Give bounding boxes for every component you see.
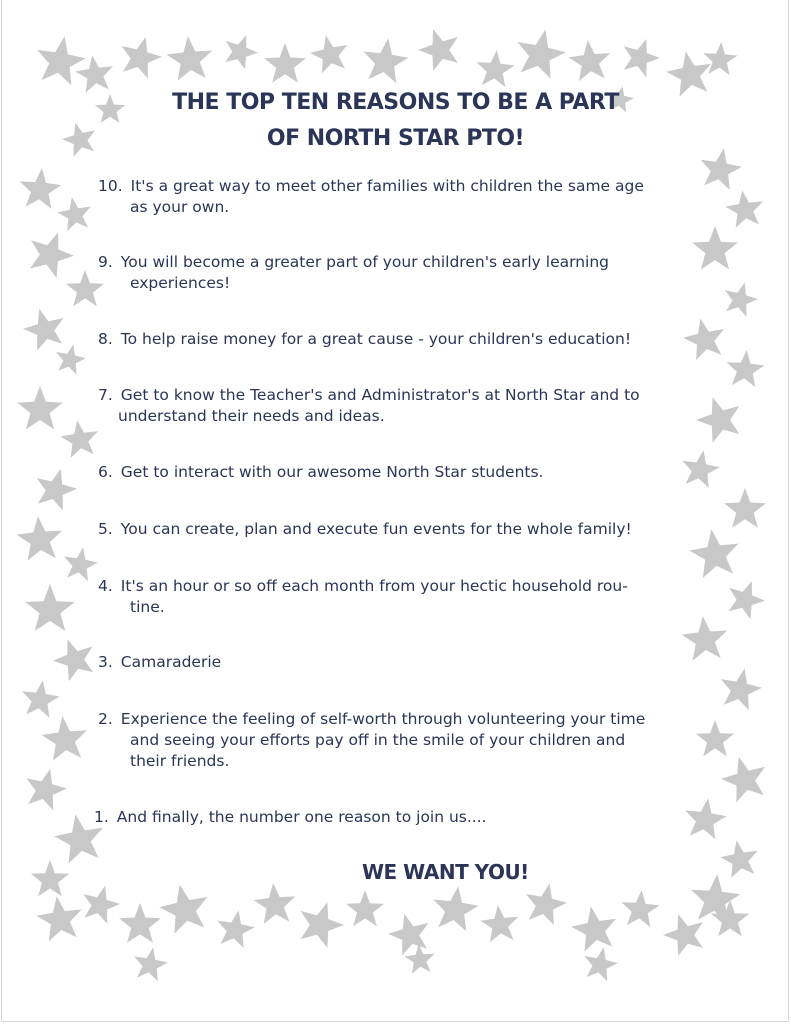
star-decoration <box>363 38 408 83</box>
star-decoration <box>727 350 765 387</box>
star-decoration <box>31 860 69 896</box>
star-decoration <box>480 905 518 942</box>
reason-text: It's an hour or so off each month from your hectic household rou- <box>120 577 628 595</box>
star-decoration <box>119 903 161 943</box>
reason-number: 6. <box>98 463 113 481</box>
reason-text-continued: and seeing your efforts pay off in the smile of your children and <box>130 731 626 749</box>
reason-text: And finally, the number one reason to join us.... <box>116 808 487 826</box>
star-decoration <box>60 420 98 458</box>
star-decoration <box>685 798 727 839</box>
reason-text: It's a great way to meet other families with children the same age <box>130 177 644 195</box>
star-decoration <box>571 906 616 951</box>
star-decoration <box>17 386 63 429</box>
star-decoration <box>167 36 213 81</box>
star-decoration <box>683 319 724 361</box>
reason-number: 1. <box>94 808 109 826</box>
reason-6 <box>98 462 543 483</box>
star-decoration <box>569 40 611 81</box>
star-decoration <box>721 669 762 711</box>
star-decoration <box>346 890 384 926</box>
star-decoration <box>310 35 347 73</box>
star-decoration <box>23 309 64 351</box>
star-decoration <box>725 283 758 317</box>
reason-text: To help raise money for a great cause - your children's education! <box>120 330 632 348</box>
star-decoration <box>720 840 758 878</box>
star-decoration <box>696 720 734 756</box>
reason-text-continued: tine. <box>130 598 165 616</box>
reason-number: 10. <box>98 177 123 195</box>
reason-text: Experience the feeling of self-worth through volunteering your time <box>120 710 646 728</box>
star-decoration <box>36 896 81 941</box>
star-decoration <box>404 944 434 974</box>
star-decoration <box>728 581 765 619</box>
reason-10 <box>98 176 644 218</box>
star-decoration <box>17 516 63 561</box>
star-decoration <box>624 39 660 77</box>
star-decoration <box>725 190 763 228</box>
star-decoration <box>264 43 306 83</box>
reason-text: Get to know the Teacher's and Administrator's at North Star and to <box>120 386 640 404</box>
reason-2 <box>98 709 645 772</box>
reason-text: Get to interact with our awesome North Star students. <box>120 463 544 481</box>
star-decoration <box>301 902 344 948</box>
star-decoration <box>418 29 458 71</box>
reason-text: You can create, plan and execute fun events for the whole family! <box>120 520 632 538</box>
star-decoration <box>42 716 87 761</box>
star-decoration <box>30 232 74 278</box>
star-decoration <box>83 886 120 924</box>
star-decoration <box>682 616 728 661</box>
star-decoration <box>696 397 739 443</box>
star-decoration <box>689 529 738 578</box>
star-decoration <box>26 769 67 811</box>
star-decoration <box>724 488 766 528</box>
reason-text-continued: their friends. <box>130 752 230 770</box>
star-decoration <box>692 226 738 269</box>
reason-number: 5. <box>98 520 113 538</box>
star-decoration <box>25 584 74 631</box>
star-decoration <box>622 890 660 927</box>
star-decoration <box>37 469 78 511</box>
star-decoration <box>254 883 296 924</box>
star-decoration <box>433 886 478 931</box>
star-decoration <box>57 197 91 231</box>
star-decoration <box>134 947 168 981</box>
reason-text-continued: understand their needs and ideas. <box>118 407 385 425</box>
reason-text: Camaraderie <box>120 653 222 671</box>
star-decoration <box>20 168 62 209</box>
star-decoration <box>518 30 566 79</box>
star-decoration <box>663 914 703 956</box>
reason-text-continued: as your own. <box>130 198 230 216</box>
reason-4 <box>98 576 628 618</box>
reason-number: 2. <box>98 710 113 728</box>
star-decoration <box>64 547 98 581</box>
star-decoration <box>56 344 86 374</box>
page-title-line-1: THE TOP TEN REASONS TO BE A PART <box>172 90 619 115</box>
reason-number: 8. <box>98 330 113 348</box>
reason-9 <box>98 252 609 294</box>
reason-number: 4. <box>98 577 113 595</box>
closing-call-to-action: WE WANT YOU! <box>362 860 529 884</box>
star-decoration <box>477 50 515 87</box>
star-decoration <box>703 42 737 75</box>
star-decoration <box>721 757 765 803</box>
star-decoration <box>217 910 255 948</box>
reason-number: 9. <box>98 253 113 271</box>
reason-7 <box>98 385 640 427</box>
star-decoration <box>37 36 86 85</box>
star-decoration <box>225 35 258 69</box>
star-decoration <box>701 148 742 190</box>
reason-number: 7. <box>98 386 113 404</box>
reason-1 <box>94 807 487 828</box>
star-decoration <box>122 37 163 79</box>
star-decoration <box>53 639 93 681</box>
star-decoration <box>22 680 60 718</box>
star-decoration <box>526 884 567 926</box>
page-title-line-2: OF NORTH STAR PTO! <box>266 126 525 151</box>
star-decoration <box>388 914 429 956</box>
reason-text: You will become a greater part of your children's early learning <box>120 253 610 271</box>
reason-8 <box>98 329 631 350</box>
reason-number: 3. <box>98 653 113 671</box>
star-decoration <box>682 450 720 488</box>
star-decoration <box>159 885 207 934</box>
reason-text-continued: experiences! <box>130 274 231 292</box>
reason-3 <box>98 652 221 673</box>
star-decoration <box>584 947 618 981</box>
reason-5 <box>98 519 632 540</box>
